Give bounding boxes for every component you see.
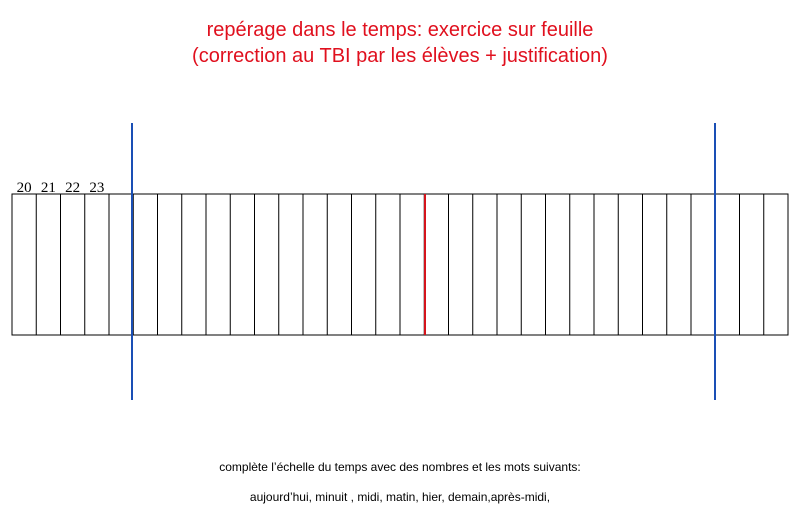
word-list-text: aujourd’hui, minuit , midi, matin, hier, demain,après-midi,	[249, 490, 551, 504]
title-line-2: (correction au TBI par les élèves + justification)	[192, 45, 608, 67]
hour-label: 22	[65, 180, 81, 196]
title-line-1: repérage dans le temps: exercice sur feuille	[206, 19, 594, 41]
instruction-text: complète l’échelle du temps avec des nombres et les mots suivants:	[219, 460, 581, 474]
hour-label: 20	[16, 180, 32, 196]
hour-label: 23	[89, 180, 105, 196]
timeline-cell-dividers	[36, 194, 764, 335]
hour-label: 21	[40, 180, 56, 196]
